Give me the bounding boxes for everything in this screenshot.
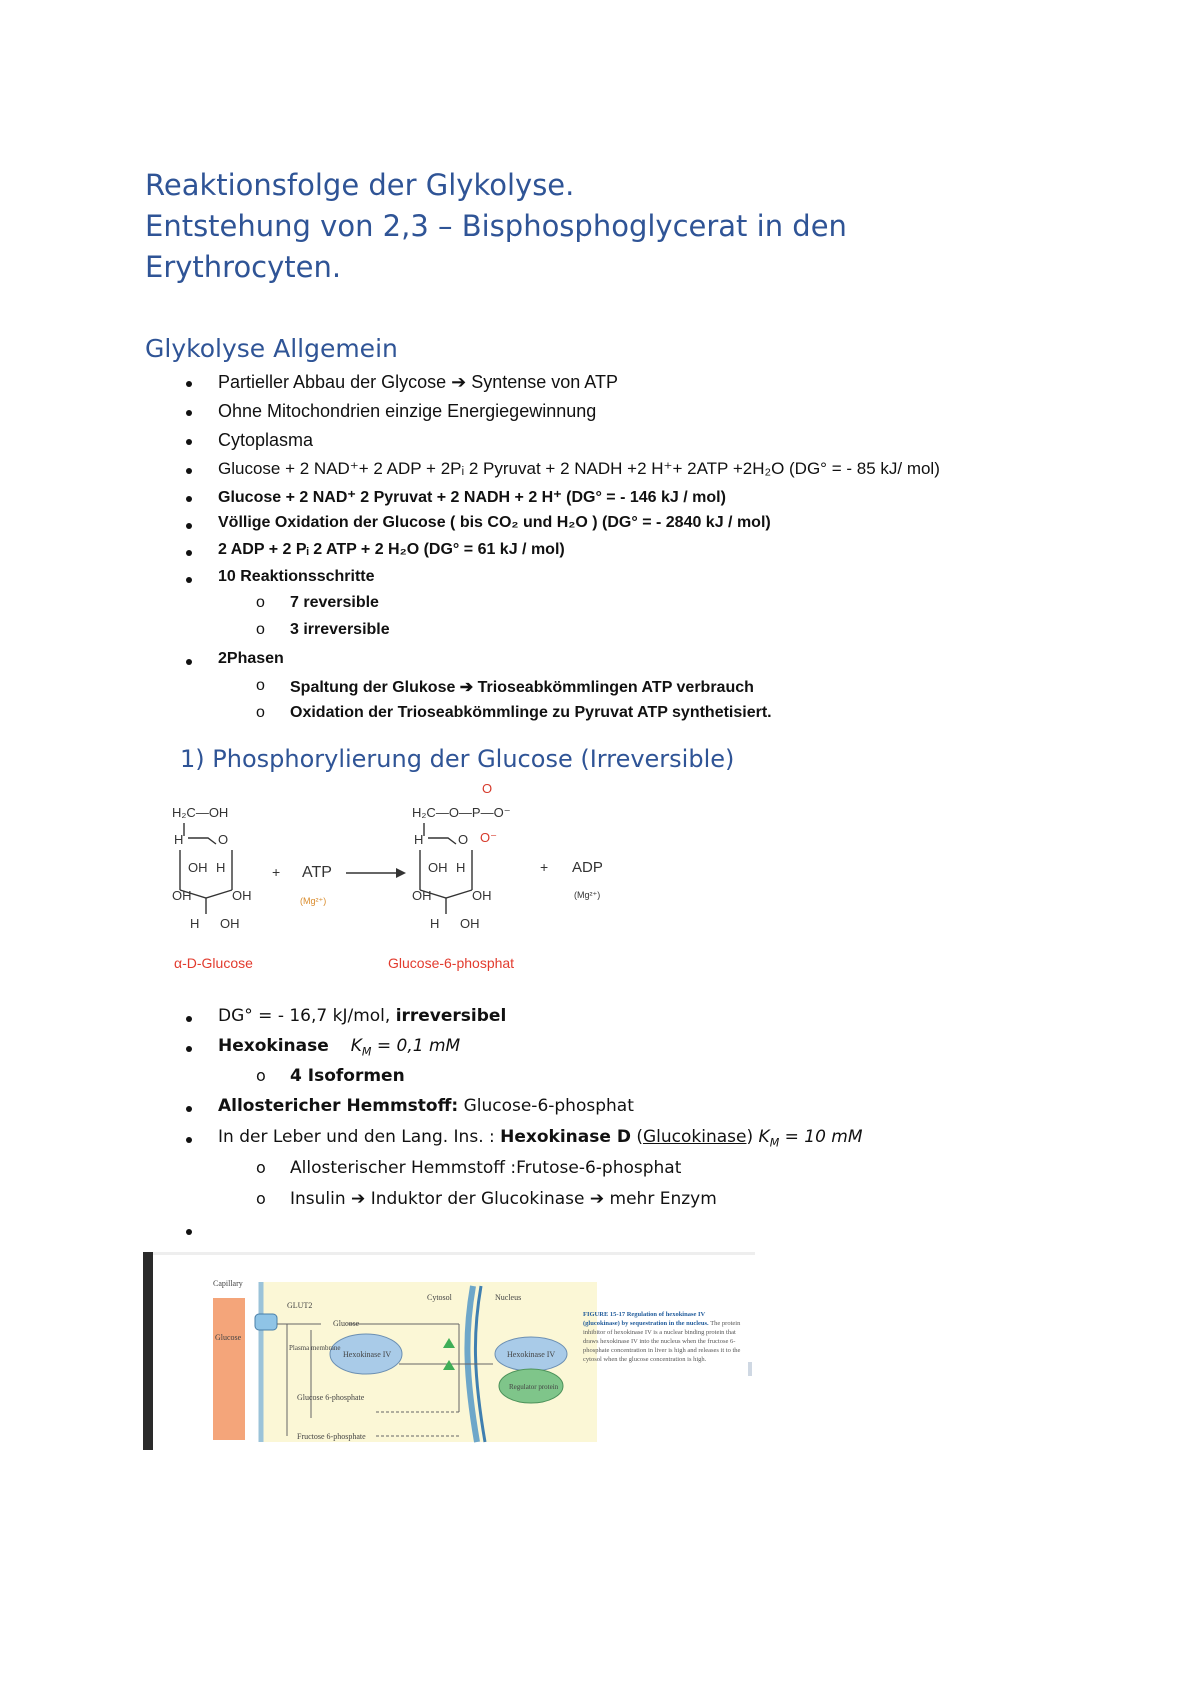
hexokinase-cytosol-label: Hexokinase IV bbox=[343, 1350, 392, 1359]
list-item bbox=[218, 1006, 506, 1026]
sub-list-item: Oxidation der Trioseabkömmlinge zu Pyruvat ATP synthetisiert. bbox=[290, 704, 772, 721]
sub-bullet-marker: o bbox=[256, 621, 265, 638]
fructose-6-phosphate-label: Fructose 6-phosphate bbox=[297, 1432, 366, 1441]
list-item: Völlige Oxidation der Glucose ( bis CO₂ und H₂O ) (DG° = - 2840 kJ / mol) bbox=[218, 514, 771, 531]
oh-label: OH bbox=[232, 888, 252, 903]
reaction-scheme bbox=[160, 778, 620, 978]
sub-bullet-marker: o bbox=[256, 594, 265, 611]
km-symbol: K bbox=[350, 1036, 362, 1056]
irreversibel-text: irreversibel bbox=[395, 1006, 507, 1026]
glucose-label: Glucose bbox=[333, 1319, 360, 1328]
heading-glykolyse-allgemein: Glykolyse Allgemein bbox=[145, 334, 398, 363]
mg-cofactor-label: (Mg²⁺) bbox=[300, 896, 327, 906]
figure-scroll-marker bbox=[748, 1362, 752, 1376]
ch2op-label: H₂C—O—P—O⁻ bbox=[412, 805, 511, 820]
plasma-membrane-label: Plasma membrane bbox=[289, 1344, 341, 1352]
oh-label: OH bbox=[220, 916, 240, 931]
bullet-dot bbox=[186, 1137, 192, 1143]
glucose-capillary-label: Glucose bbox=[215, 1333, 242, 1342]
hexokinase-nucleus-label: Hexokinase IV bbox=[507, 1350, 556, 1359]
sub-bullet-marker: o bbox=[256, 704, 265, 721]
title-line-2: Entstehung von 2,3 – Bisphosphoglycerat in den bbox=[145, 209, 847, 243]
list-item bbox=[218, 1036, 461, 1059]
cytosol-label: Cytosol bbox=[427, 1293, 452, 1302]
ch2oh-label: H₂C—OH bbox=[172, 805, 229, 820]
hexokinase-text: Hexokinase bbox=[218, 1036, 329, 1056]
hemmstoff-label: Allostericher Hemmstoff: bbox=[218, 1096, 459, 1116]
bullet-dot bbox=[186, 550, 192, 556]
bullet-dot bbox=[186, 381, 192, 387]
bullet-dot bbox=[186, 523, 192, 529]
adp-label: ADP bbox=[572, 859, 603, 876]
capillary-shape bbox=[213, 1298, 245, 1440]
figure-left-border bbox=[143, 1252, 153, 1450]
glut2-transporter bbox=[255, 1314, 277, 1330]
bullet-dot bbox=[186, 1016, 192, 1022]
km-subscript: M bbox=[769, 1136, 780, 1150]
hexokinase-d-text: Hexokinase D bbox=[500, 1127, 631, 1147]
paren-open: ( bbox=[630, 1127, 643, 1147]
plus-sign: + bbox=[272, 864, 281, 880]
list-item: Ohne Mitochondrien einzige Energiegewinnung bbox=[218, 401, 597, 421]
bullet-dot bbox=[186, 1106, 192, 1112]
ring-oxygen-label: O bbox=[218, 832, 229, 847]
sub-list-item: Allosterischer Hemmstoff :Frutose-6-phosphat bbox=[290, 1158, 682, 1178]
list-item bbox=[218, 1096, 634, 1116]
figure-caption-title: FIGURE 15-17 Regulation of hexokinase IV (glucokinase) by sequestration in the nucleus. bbox=[583, 1311, 709, 1327]
title-line-3: Erythrocyten. bbox=[145, 250, 342, 284]
list-item bbox=[218, 1127, 863, 1150]
phosphate-o-minus: O⁻ bbox=[480, 830, 497, 845]
list-item: Glucose + 2 NAD⁺ 2 Pyruvat + 2 NADH + 2 H⁺ (DG° = - 146 kJ / mol) bbox=[218, 489, 726, 506]
sub-list-item: Insulin ➔ Induktor der Glucokinase ➔ mehr Enzym bbox=[290, 1189, 717, 1209]
bullet-dot bbox=[186, 468, 192, 474]
bullet-dot bbox=[186, 496, 192, 502]
sub-list-item: 3 irreversible bbox=[290, 621, 390, 638]
list-item: 2 ADP + 2 Pᵢ 2 ATP + 2 H₂O (DG° = 61 kJ / mol) bbox=[218, 541, 565, 558]
h-label: H bbox=[174, 832, 184, 847]
ring-oxygen-label: O bbox=[458, 832, 469, 847]
bullet-dot bbox=[186, 439, 192, 445]
regulator-protein-label: Regulator protein bbox=[509, 1383, 559, 1391]
hemmstoff-value: Glucose-6-phosphat bbox=[458, 1096, 634, 1116]
title-line-1: Reaktionsfolge der Glykolyse. bbox=[145, 168, 575, 202]
sub-bullet-marker: o bbox=[256, 1189, 266, 1208]
h-label: H bbox=[216, 860, 226, 875]
nucleus-label: Nucleus bbox=[495, 1293, 522, 1302]
glucose-6-phosphat-name: Glucose-6-phosphat bbox=[388, 955, 515, 971]
mg-cofactor-label: (Mg²⁺) bbox=[574, 890, 601, 900]
glut2-label: GLUT2 bbox=[287, 1301, 313, 1310]
oh-label: OH bbox=[172, 888, 192, 903]
atp-label: ATP bbox=[302, 864, 332, 881]
sub-bullet-marker: o bbox=[256, 1066, 266, 1085]
h-label: H bbox=[414, 832, 424, 847]
sub-bullet-marker: o bbox=[256, 677, 265, 694]
bullet-dot bbox=[186, 410, 192, 416]
plus-sign: + bbox=[540, 859, 549, 875]
km-subscript: M bbox=[361, 1045, 372, 1059]
sub-list-item: 4 Isoformen bbox=[290, 1066, 405, 1086]
list-item: Partieller Abbau der Glycose ➔ Syntense von ATP bbox=[218, 372, 618, 392]
leber-text: In der Leber und den Lang. Ins. : bbox=[218, 1127, 501, 1147]
km-symbol: K bbox=[758, 1127, 770, 1147]
bullet-dot bbox=[186, 659, 192, 665]
dg-value-text: DG° = - 16,7 kJ/mol, bbox=[218, 1006, 396, 1026]
sub-list-item: 7 reversible bbox=[290, 594, 379, 611]
h-label: H bbox=[456, 860, 466, 875]
bullet-dot bbox=[186, 577, 192, 583]
km-value: = 0,1 mM bbox=[371, 1036, 461, 1056]
list-item: Glucose + 2 NAD⁺+ 2 ADP + 2Pᵢ 2 Pyruvat + 2 NADH +2 H⁺+ 2ATP +2H₂O (DG° = - 85 kJ/ mol) bbox=[218, 459, 940, 478]
list-item: Cytoplasma bbox=[218, 430, 314, 450]
bullet-dot bbox=[186, 1046, 192, 1052]
phosphate-o-top: O bbox=[482, 781, 493, 796]
bullet-dot bbox=[186, 1229, 192, 1235]
km-value: = 10 mM bbox=[779, 1127, 863, 1147]
figure-caption-body: The protein inhibitor of hexokinase IV is a nuclear binding protein that draws hexokinase IV into the nucleus when the fructose 6-phosphate concentration in liver is high and releases it to the cytosol when the glucose concentration is high. bbox=[583, 1320, 741, 1363]
paren-close: ) bbox=[746, 1127, 754, 1147]
oh-label: OH bbox=[460, 916, 480, 931]
capillary-label: Capillary bbox=[213, 1279, 243, 1288]
oh-label: OH bbox=[472, 888, 492, 903]
sub-bullet-marker: o bbox=[256, 1158, 266, 1177]
list-item: 2Phasen bbox=[218, 650, 284, 667]
list-item: 10 Reaktionsschritte bbox=[218, 568, 375, 585]
glucose-6-phosphate-label: Glucose 6-phosphate bbox=[297, 1393, 365, 1402]
oh-label: OH bbox=[412, 888, 432, 903]
h-label: H bbox=[190, 916, 200, 931]
oh-label: OH bbox=[428, 860, 448, 875]
heading-phosphorylierung: 1) Phosphorylierung der Glucose (Irreversible) bbox=[180, 745, 735, 773]
sub-list-item: Spaltung der Glukose ➔ Trioseabkömmlingen ATP verbrauch bbox=[290, 679, 754, 696]
oh-label: OH bbox=[188, 860, 208, 875]
h-label: H bbox=[430, 916, 440, 931]
glucokinase-text: Glucokinase bbox=[642, 1127, 747, 1147]
glucokinase-regulation-figure bbox=[143, 1252, 755, 1450]
alpha-d-glucose-name: α-D-Glucose bbox=[174, 955, 253, 971]
document-title bbox=[145, 165, 847, 288]
